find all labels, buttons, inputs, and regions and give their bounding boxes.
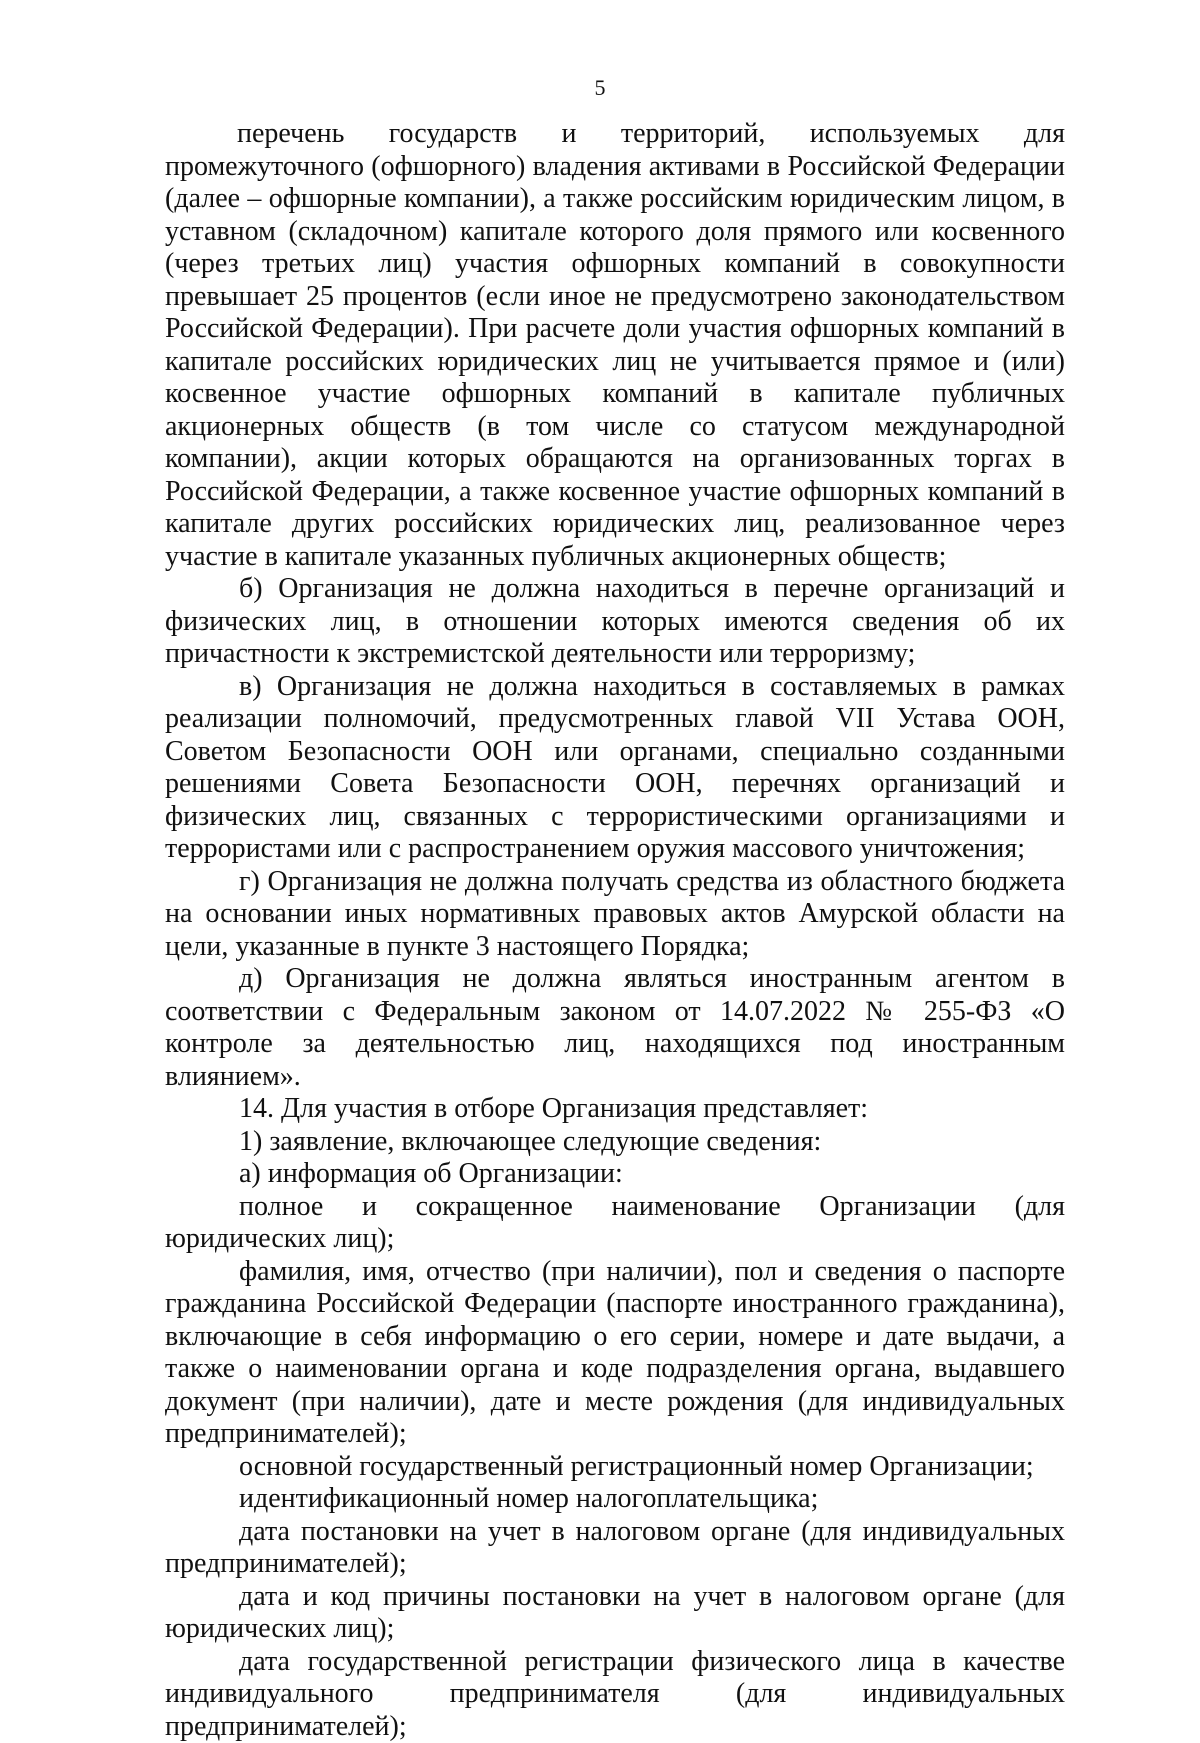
paragraph-tax-registration-legal: дата и код причины постановки на учет в налоговом органе (для юридических лиц);: [165, 1581, 1065, 1646]
paragraph-d-foreign-agent: д) Организация не должна являться иностранным агентом в соответствии с Федеральным законом от 14.07.2022 № 255-ФЗ «О контроле за деятельностью лиц, находящихся под иностранным влиянием».: [165, 963, 1065, 1093]
paragraph-offshore-list: перечень государств и территорий, используемых для промежуточного (офшорного) владения активами в Российской Федерации (далее – офшорные компании), а также российским юридическим лицом, в уставном (складочном) капитале которого доля прямого или косвенного (через третьих лиц) участия офшорных компаний в совокупности превышает 25 процентов (если иное не предусмотрено законодательством Российской Федерации). При расчете доли участия офшорных компаний в капитале российских юридических лиц не учитывается прямое и (или) косвенное участие офшорных компаний в капитале публичных акционерных обществ (в том числе со статусом международной компании), акции которых обращаются на организованных торгах в Российской Федерации, а также косвенное участие офшорных компаний в капитале других российских юридических лиц, реализованное через участие в капитале указанных публичных акционерных обществ;: [165, 118, 1065, 573]
paragraph-org-name: полное и сокращенное наименование Организации (для юридических лиц);: [165, 1191, 1065, 1256]
paragraph-state-registration-ip: дата государственной регистрации физического лица в качестве индивидуального предпринимателя (для индивидуальных предпринимателей);: [165, 1646, 1065, 1743]
paragraph-passport-details: фамилия, имя, отчество (при наличии), пол и сведения о паспорте гражданина Российской Федерации (паспорте иностранного гражданина), включающие в себя информацию о его серии, номере и дате выдачи, а также о наименовании органа и коде подразделения органа, выдавшего документ (при наличии), дате и месте рождения (для индивидуальных предпринимателей);: [165, 1256, 1065, 1451]
paragraph-1-application: 1) заявление, включающее следующие сведения:: [165, 1126, 1065, 1159]
paragraph-a-organization-info: а) информация об Организации:: [165, 1158, 1065, 1191]
paragraph-v-un-lists: в) Организация не должна находиться в составляемых в рамках реализации полномочий, предусмотренных главой VII Устава ООН, Советом Безопасности ООН или органами, специально созданными решениями Совета Безопасности ООН, перечнях организаций и физических лиц, связанных с террористическими организациями и террористами или с распространением оружия массового уничтожения;: [165, 671, 1065, 866]
paragraph-inn: идентификационный номер налогоплательщика;: [165, 1483, 1065, 1516]
paragraph-14-submission: 14. Для участия в отборе Организация представляет:: [165, 1093, 1065, 1126]
page-number: 5: [0, 74, 1200, 102]
paragraph-ogrn: основной государственный регистрационный номер Организации;: [165, 1451, 1065, 1484]
paragraph-g-budget-funds: г) Организация не должна получать средства из областного бюджета на основании иных нормативных правовых актов Амурской области на цели, указанные в пункте 3 настоящего Порядка;: [165, 866, 1065, 964]
document-body: [165, 118, 1065, 1743]
paragraph-b-extremism: б) Организация не должна находиться в перечне организаций и физических лиц, в отношении которых имеются сведения об их причастности к экстремистской деятельности или терроризму;: [165, 573, 1065, 671]
paragraph-tax-registration-ip: дата постановки на учет в налоговом органе (для индивидуальных предпринимателей);: [165, 1516, 1065, 1581]
